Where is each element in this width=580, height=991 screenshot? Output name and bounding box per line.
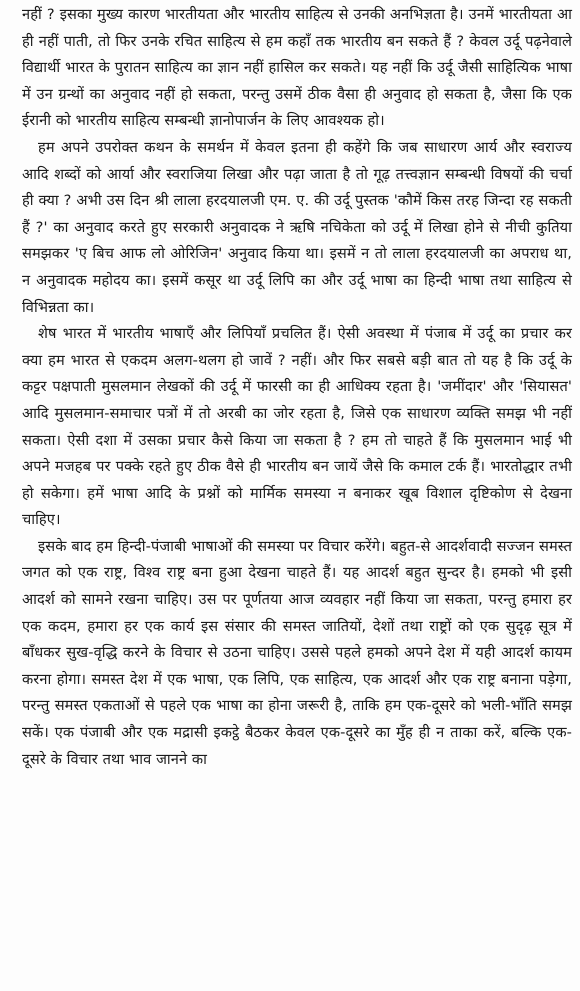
paragraph-2: हम अपने उपरोक्त कथन के समर्थन में केवल इतना ही कहेंगे कि जब साधारण आर्य और स्वराज्य आदि शब्दों को आर्या और स्वराजिया लिखा और पढ़ा जाता है तो गूढ़ तत्त्वज्ञान सम्बन्धी विषयों की चर्चा ही क्या ? अभी उस दिन श्री लाला हरदयालजी एम. ए. की उर्दू पुस्तक 'कौमें किस तरह जिन्दा रह सकती हैं ?' का अनुवाद करते हुए सरकारी अनुवादक ने ऋषि नचिकेता को उर्दू में लिखा होने से नीची कुतिया समझकर 'ए बिच आफ लो ओरिजिन' अनुवाद किया था। इसमें न तो लाला हरदयालजी का अपराध था, न अनुवादक महोदय का। इसमें कसूर था उर्दू लिपि का और उर्दू भाषा का हिन्दी भाषा तथा साहित्य से विभिन्नता का। xyxy=(22,138,572,316)
paragraph-3: शेष भारत में भारतीय भाषाएँ और लिपियाँ प्रचलित हैं। ऐसी अवस्था में पंजाब में उर्दू का प्रचार कर क्या हम भारत से एकदम अलग-थलग हो जावें ? नहीं। और फिर सबसे बड़ी बात तो यह है कि उर्दू के कट्टर पक्षपाती मुसलमान लेखकों की उर्दू में फारसी का ही आधिक्य रहता है। 'जमींदार' और 'सियासत' आदि मुसलमान-समाचार पत्रों में तो अरबी का जोर रहता है, जिसे एक साधारण व्यक्ति समझ भी नहीं सकता। ऐसी दशा में उसका प्रचार कैसे किया जा सकता है ? हम तो चाहते हैं कि मुसलमान भाई भी अपने मजहब पर पक्के रहते हुए ठीक वैसे ही भारतीय बन जायें जैसे कि कमाल टर्क हैं। भारतोद्धार तभी हो सकेगा। हमें भाषा आदि के प्रश्नों को मार्मिक समस्या न बनाकर खूब विशाल दृष्टिकोण से देखना चाहिए। xyxy=(22,325,572,529)
paragraph-1: नहीं ? इसका मुख्य कारण भारतीयता और भारतीय साहित्य से उनकी अनभिज्ञता है। उनमें भारतीयता आ ही नहीं पाती, तो फिर उनके रचित साहित्य से हम कहाँ तक भारतीय बन सकते हैं ? केवल उर्दू पढ़नेवाले विद्यार्थी भारत के पुरातन साहित्य का ज्ञान नहीं हासिल कर सकते। यह नहीं कि उर्दू जैसी साहित्यिक भाषा में उन ग्रन्थों का अनुवाद नहीं हो सकता, परन्तु उसमें ठीक वैसा ही अनुवाद हो सकता है, जैसा कि एक ईरानी को भारतीय साहित्य सम्बन्धी ज्ञानोपार्जन के लिए आवश्यक हो। xyxy=(22,6,572,130)
paragraph-4: इसके बाद हम हिन्दी-पंजाबी भाषाओं की समस्या पर विचार करेंगे। बहुत-से आदर्शवादी सज्जन समस्त जगत को एक राष्ट्र, विश्व राष्ट्र बना हुआ देखना चाहते हैं। यह आदर्श बहुत सुन्दर है। हमको भी इसी आदर्श को सामने रखना चाहिए। उस पर पूर्णतया आज व्यवहार नहीं किया जा सकता, परन्तु हमारा हर एक कदम, हमारा हर एक कार्य इस संसार की समस्त जातियों, देशों तथा राष्ट्रों को एक सुदृढ़ सूत्र में बाँधकर सुख-वृद्धि करने के विचार से उठना चाहिए। उससे पहले हमको अपने देश में यही आदर्श कायम करना होगा। समस्त देश में एक भाषा, एक लिपि, एक साहित्य, एक आदर्श और एक राष्ट्र बनाना पड़ेगा, परन्तु समस्त एकताओं से पहले एक भाषा का होना जरूरी है, ताकि हम एक-दूसरे को भली-भाँति समझ सकें। एक पंजाबी और एक मद्रासी इकट्ठे बैठकर केवल एक-दूसरे का मुँह ही न ताका करें, बल्कि एक-दूसरे के विचार तथा भाव जानने का xyxy=(22,537,572,768)
